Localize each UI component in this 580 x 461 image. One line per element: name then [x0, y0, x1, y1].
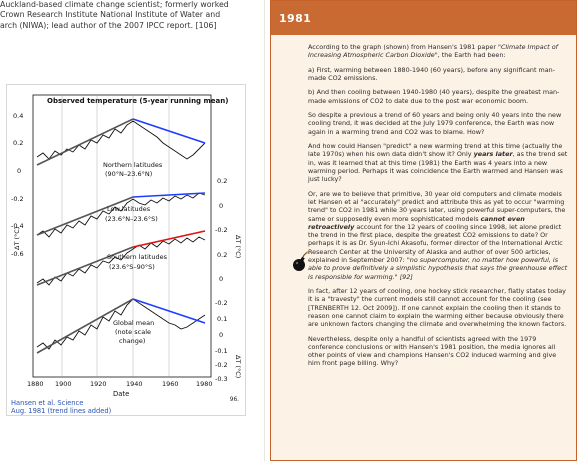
caption-line: Aug. 1981 (trend lines added) — [11, 407, 112, 415]
region-label: Low latitudes — [107, 205, 151, 213]
paragraph: Nevertheless, despite only a handful of scientists agreed with the 1979 conference conclusions or with Hansen's 1981 position, the media ignores all other points of view and champions Hansen's CO2 induced warming and give him front page billing. Why? — [308, 334, 557, 368]
region-label: Southern latitudes — [107, 253, 167, 261]
region-label: (23.6°S–90°S) — [109, 263, 155, 271]
region-label: (note scale — [115, 328, 151, 336]
x-tick: 1980 — [196, 380, 213, 388]
year-panel — [270, 0, 577, 461]
left-tick: 0 — [17, 167, 22, 175]
right-tick: -0.1 — [215, 347, 228, 355]
right-tick: -0.2 — [215, 226, 228, 234]
right-tick: -0.2 — [215, 361, 228, 369]
y-axis-label-left: ΔT (°C) — [13, 226, 21, 250]
left-tick: -0.4 — [11, 222, 24, 230]
panel-header — [271, 1, 576, 35]
x-tick: 1960 — [162, 380, 179, 388]
right-tick: 0.2 — [217, 251, 228, 259]
right-tick: 0 — [219, 275, 224, 283]
graph-title: Observed temperature (5-year running mean) — [47, 97, 229, 105]
paragraph: And how could Hansen "predict" a new warming trend at this time (actually the late 1970s) when his own data didn't show it? Only years later, as the trend set in, was it learned that at this time (1981) the Earth was 4 years into a new warming period. Perhaps it was coincidence the Earth warmed and Hansen was just lucky? — [308, 142, 568, 184]
right-tick: 0.2 — [217, 177, 228, 185]
column-divider — [264, 0, 265, 461]
intro-line: Crown Research Institute National Institute of Water and — [0, 10, 221, 20]
intro-line: arch (NIWA); lead author of the 2007 IPCC report. [106] — [0, 20, 217, 30]
left-tick: 0.2 — [13, 139, 24, 147]
region-label: Northern latitudes — [103, 161, 163, 169]
paragraph: a) First, warming between 1880-1940 (60 years), before any significant man-made CO2 emissions. — [308, 65, 555, 82]
region-label: (23.6°N–23.6°S) — [105, 215, 158, 223]
region-label: Global mean — [113, 319, 155, 327]
y-axis-label-right: ΔT (°C) — [234, 355, 242, 379]
paragraph: b) And then cooling between 1940-1980 (40 years), despite the greatest man-made emissions of CO2 to date due to the post war economic boom. — [308, 88, 560, 105]
y-axis-label-right: ΔT (°C) — [234, 235, 242, 259]
trend-line-gray — [37, 119, 133, 165]
left-intro — [0, 0, 262, 60]
paragraph: According to the graph (shown) from Hansen's 1981 paper "Climate Impact of Increasing Atmospheric Carbon Dioxide", the Earth had been: — [308, 43, 558, 60]
paragraph: In fact, after 12 years of cooling, one hockey stick researcher, flatly states today it is a "travesty" the current models still cannot account for the cooling (see [TRENBERTH 12. Oct 2009]). If one cannot explain the cooling then it stands to reason one cannot claim to explain the warming either because obviously there are unknown factors changing the climate and overwhelming the known factors. — [308, 286, 567, 329]
x-tick: 1900 — [55, 380, 72, 388]
right-tick: 0 — [219, 202, 224, 210]
temperature-graph-figure — [6, 84, 246, 416]
x-axis-label: Date — [113, 390, 130, 398]
temperature-graph — [7, 85, 245, 415]
region-label: change) — [119, 337, 146, 345]
caption-line: Hansen et al. Science — [11, 399, 84, 407]
right-tick: -0.2 — [215, 299, 228, 307]
bomb-icon — [291, 251, 309, 273]
figure-id: 96. — [229, 397, 239, 403]
paragraph: So despite a previous a trend of 60 years and being only 40 years into the new cooling trend, it was decided at the July 1979 conference, the Earth was now again in a warming trend and CO2 was to blame. How? — [308, 111, 562, 136]
region-label: (90°N–23.6°N) — [105, 170, 153, 178]
figure-caption — [11, 399, 111, 415]
x-tick: 1940 — [126, 380, 143, 388]
intro-line: Auckland-based climate change scientist; formerly worked — [0, 0, 229, 9]
right-tick: -0.3 — [215, 375, 228, 383]
panel-year: 1981 — [279, 12, 312, 25]
left-tick: -0.2 — [11, 195, 24, 203]
right-tick: 0 — [219, 331, 224, 339]
left-tick: 0.4 — [13, 112, 24, 120]
right-tick: 0.1 — [217, 315, 228, 323]
paragraph: Or, are we to believe that primitive, 30 year old computers and climate models let Hansen et al "accurately" predict and attribute this as yet to occur "warming trend" to CO2 in 1981 while 30 years later, using powerful super-computers, the same or supposedly even more sophisticated models cannot even retroactively account for the 12 years of cooling since 1998, let alone predict the trend in the first place, despite the greatest CO2 emissions to date? Or perhaps it is as Dr. Syun-Ichi Akasofu, former director of the International Arctic Research Center at the University of Alaska and author of over 500 articles, explained in September 2007: "no supercomputer, no matter how powerful, is able to prove definitively a simplistic hypothesis that says the greenhouse effect is responsible for warming." [92] — [308, 189, 568, 281]
x-tick: 1880 — [27, 380, 44, 388]
left-tick: -0.6 — [11, 250, 24, 258]
panel-content — [308, 43, 568, 374]
x-tick: 1920 — [90, 380, 107, 388]
